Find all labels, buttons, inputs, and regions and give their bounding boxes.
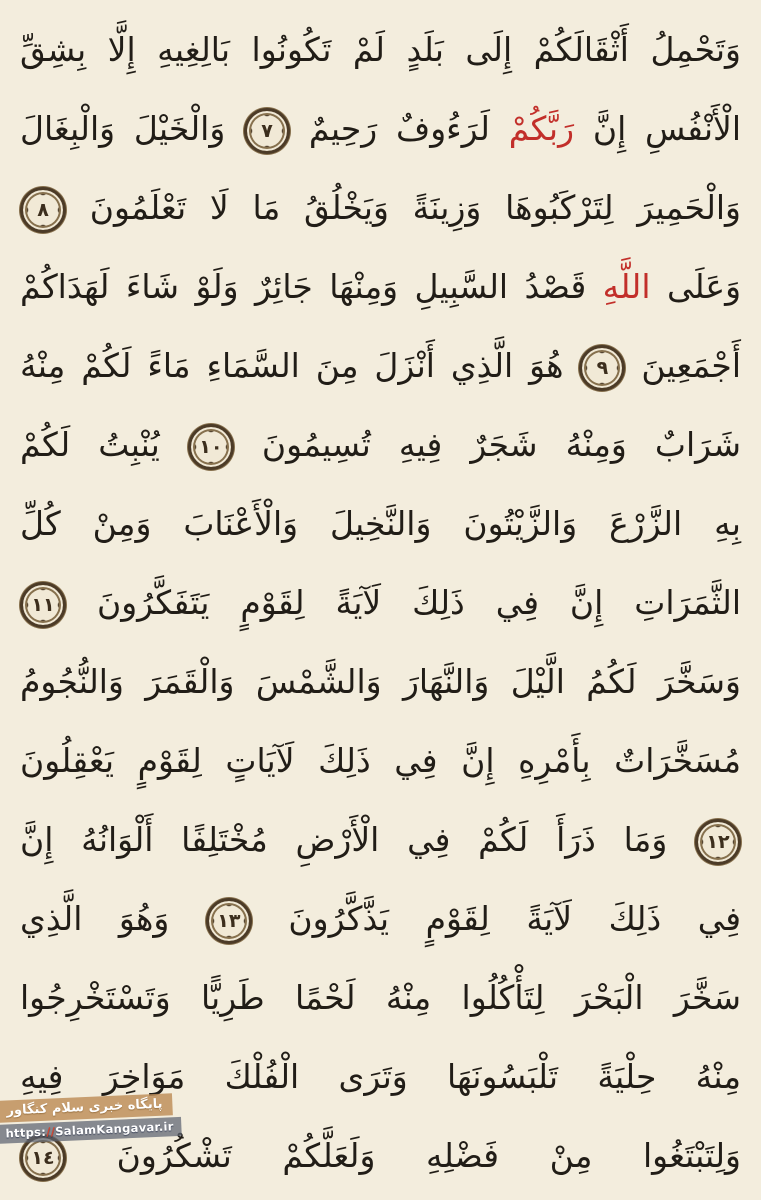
quran-line xyxy=(20,721,741,800)
ayah-text: وَلِتَبْتَغُوا مِنْ فَضْلِهِ وَلَعَلَّكُمْ تَشْكُرُونَ xyxy=(66,1136,741,1175)
ayah-text: فِي ذَلِكَ لَآيَةً لِقَوْمٍ يَذَّكَّرُونَ xyxy=(251,899,741,938)
ayah-text: مُسَخَّرَاتٌ بِأَمْرِهِ إِنَّ فِي ذَلِكَ لَآيَاتٍ لِقَوْمٍ يَعْقِلُونَ xyxy=(20,741,741,780)
quran-text-block xyxy=(0,10,761,1195)
ayah-text: وَالْخَيْلَ وَالْبِغَالَ xyxy=(20,109,245,148)
quran-line xyxy=(20,958,741,1037)
quran-line xyxy=(20,326,741,405)
ayah-text: الْأَنْفُسِ إِنَّ xyxy=(574,109,741,148)
highlighted-word: رَبَّكُمْ xyxy=(508,109,575,148)
quran-line xyxy=(20,879,741,958)
quran-line xyxy=(20,484,741,563)
verse-number-medallion xyxy=(20,187,66,233)
ayah-text: الثَّمَرَاتِ إِنَّ فِي ذَلِكَ لَآيَةً لِقَوْمٍ يَتَفَكَّرُونَ xyxy=(66,583,741,622)
watermark xyxy=(0,1092,182,1144)
verse-number: ٨ xyxy=(37,198,49,221)
quran-line xyxy=(20,168,741,247)
verse-number: ١٣ xyxy=(217,909,241,932)
ayah-text: وَالْحَمِيرَ لِتَرْكَبُوهَا وَزِينَةً وَيَخْلُقُ مَا لَا تَعْلَمُونَ xyxy=(66,188,741,227)
ayah-text: وَمَا ذَرَأَ لَكُمْ فِي الْأَرْضِ مُخْتَلِفًا أَلْوَانُهُ إِنَّ xyxy=(20,820,695,859)
verse-number: ٩ xyxy=(596,356,609,379)
ayah-text: وَسَخَّرَ لَكُمُ الَّيْلَ وَالنَّهَارَ وَالشَّمْسَ وَالْقَمَرَ وَالنُّجُومُ xyxy=(20,662,741,701)
url-slashes: // xyxy=(45,1124,56,1139)
verse-number-medallion xyxy=(206,898,252,944)
verse-number: ١٠ xyxy=(199,435,223,458)
quran-line xyxy=(20,642,741,721)
ayah-text: بِهِ الزَّرْعَ وَالزَّيْتُونَ وَالنَّخِيلَ وَالْأَعْنَابَ وَمِنْ كُلِّ xyxy=(20,504,741,543)
ayah-text: وَهُوَ الَّذِي xyxy=(20,899,206,938)
verse-number-medallion xyxy=(579,345,625,391)
ayah-text: وَتَحْمِلُ أَثْقَالَكُمْ إِلَى بَلَدٍ لَمْ تَكُونُوا بَالِغِيهِ إِلَّا بِشِقِّ xyxy=(20,30,741,69)
ayah-text: مِنْهُ حِلْيَةً تَلْبَسُونَهَا وَتَرَى الْفُلْكَ مَوَاخِرَ فِيهِ xyxy=(20,1057,741,1096)
highlighted-word: اللَّهِ xyxy=(602,267,651,306)
verse-number-medallion xyxy=(188,424,234,470)
quran-line xyxy=(20,800,741,879)
quran-line xyxy=(20,247,741,326)
url-domain: SalamKangavar.ir xyxy=(54,1119,175,1139)
ayah-text: لَرَءُوفٌ رَحِيمٌ xyxy=(290,109,509,148)
url-scheme: https: xyxy=(5,1124,47,1141)
verse-number: ٧ xyxy=(261,119,273,142)
verse-number-medallion xyxy=(20,582,66,628)
verse-number: ١٤ xyxy=(31,1146,55,1169)
verse-number: ١١ xyxy=(31,593,55,616)
quran-line xyxy=(20,89,741,168)
verse-number-medallion xyxy=(695,819,741,865)
watermark-site-name: پایگاه خبری سلام کنگاور xyxy=(0,1093,173,1123)
ayah-text: شَرَابٌ وَمِنْهُ شَجَرٌ فِيهِ تُسِيمُونَ xyxy=(233,425,741,464)
quran-line xyxy=(20,10,741,89)
ayah-text: وَعَلَى xyxy=(650,267,742,306)
ayah-text: يُنْبِتُ لَكُمْ xyxy=(20,425,188,464)
ayah-text: قَصْدُ السَّبِيلِ وَمِنْهَا جَائِرٌ وَلَوْ شَاءَ لَهَدَاكُمْ xyxy=(20,267,603,306)
ayah-text: هُوَ الَّذِي أَنْزَلَ مِنَ السَّمَاءِ مَاءً لَكُمْ مِنْهُ xyxy=(20,346,580,385)
ayah-text: أَجْمَعِينَ xyxy=(625,346,741,385)
verse-number: ١٢ xyxy=(706,830,730,853)
quran-line xyxy=(20,563,741,642)
verse-number-medallion xyxy=(244,108,290,154)
ayah-text: سَخَّرَ الْبَحْرَ لِتَأْكُلُوا مِنْهُ لَحْمًا طَرِيًّا وَتَسْتَخْرِجُوا xyxy=(20,978,741,1017)
quran-line xyxy=(20,405,741,484)
